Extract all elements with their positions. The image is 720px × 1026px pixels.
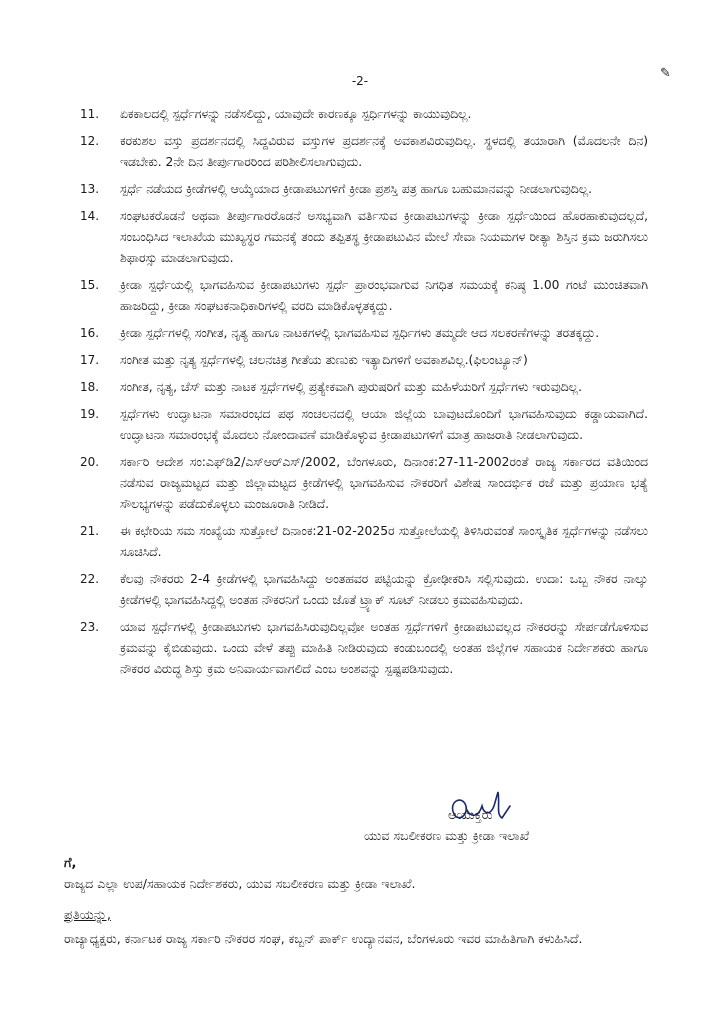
item-number: 19. — [80, 407, 100, 421]
list-item — [80, 521, 648, 563]
addressee-label: ಗೆ, — [64, 856, 77, 871]
list-item — [80, 452, 648, 515]
item-text: ಕ್ರೀಡಾ ಸ್ಪರ್ಧೆಯಲ್ಲಿ ಭಾಗವಹಿಸುವ ಕ್ರೀಡಾಪಟುಗಳು ಸ್ಪರ್ಧೆ ಪ್ರಾರಂಭವಾಗುವ ನಿಗಧಿತ ಸಮಯಕ್ಕೆ ಕನಿಷ್ಠ 1.00 ಗಂಟೆ ಮುಂಚಿತವಾಗಿ ಹಾಜರಿದ್ದು, ಕ್ರೀಡಾ ಸಂಘಟಕನಾಧಿಕಾರಿಗಳಲ್ಲಿ ವರದಿ ಮಾಡಿಕೊಳ್ಳತಕ್ಕದ್ದು. — [120, 278, 648, 313]
list-item — [80, 377, 648, 398]
item-text: ಸಂಗೀತ, ನೃತ್ಯ, ಚೆಸ್ ಮತ್ತು ನಾಟಕ ಸ್ಪರ್ಧೆಗಳಲ್ಲಿ ಪ್ರತ್ಯೇಕವಾಗಿ ಪುರುಷರಿಗೆ ಮತ್ತು ಮಹಿಳೆಯರಿಗೆ ಸ್ಪರ್ಧೆಗಳು ಇರುವುದಿಲ್ಲ. — [120, 380, 583, 394]
item-number: 20. — [80, 455, 100, 469]
corner-pen-mark-icon: ✎ — [660, 66, 671, 81]
item-number: 21. — [80, 524, 100, 538]
page-number: -2- — [351, 74, 369, 88]
conditions-list — [80, 104, 648, 686]
item-text: ಸಂಗೀತ ಮತ್ತು ನೃತ್ಯ ಸ್ಪರ್ಧೆಗಳಲ್ಲಿ ಚಲನಚಿತ್ರ ಗೀತೆಯ ತುಣುಕು ಇತ್ಯಾದಿಗಳಿಗೆ ಅವಕಾಶವಿಲ್ಲ.(ಫಿಲಂಟ್ಯೂನ್) — [120, 353, 528, 367]
list-item — [80, 569, 648, 611]
item-number: 15. — [80, 278, 100, 292]
item-number: 22. — [80, 572, 100, 586]
list-item — [80, 617, 648, 680]
item-text: ಸಂಘಟಕರೊಡನೆ ಅಥವಾ ತೀರ್ಪುಗಾರರೊಡನೆ ಅಸಭ್ಯವಾಗಿ ವರ್ತಿಸುವ ಕ್ರೀಡಾಪಟುಗಳನ್ನು ಕ್ರೀಡಾ ಸ್ಪರ್ಧೆಯಿಂದ ಹೊರಹಾಕುವುದಲ್ಲದೆ, ಸಂಬಂಧಿಸಿದ ಇಲಾಖೆಯ ಮುಖ್ಯಸ್ಥರ ಗಮನಕ್ಕೆ ತಂದು ತಪ್ಪಿತಸ್ಥ ಕ್ರೀಡಾಪಟುವಿನ ಮೇಲೆ ಸೇವಾ ನಿಯಮಗಳ ರೀತ್ಯಾ ಶಿಸ್ತಿನ ಕ್ರಮ ಜರುಗಿಸಲು ಶಿಫಾರಸ್ಸು ಮಾಡಲಾಗುವುದು. — [120, 209, 648, 265]
item-text: ಯಾವ ಸ್ಪರ್ಧೆಗಳಲ್ಲಿ ಕ್ರೀಡಾಪಟುಗಳು ಭಾಗವಹಿಸಿರುವುದಿಲ್ಲವೋ ಅಂತಹ ಸ್ಪರ್ಧೆಗಳಿಗೆ ಕ್ರೀಡಾಪಟುವಲ್ಲದ ನೌಕರರನ್ನು ಸೇರ್ಪಡೆಗೊಳಿಸುವ ಕ್ರಮವನ್ನು ಕೈಬಿಡುವುದು. ಒಂದು ವೇಳೆ ತಪ್ಪು ಮಾಹಿತಿ ನೀಡಿರುವುದು ಕಂಡುಬಂದಲ್ಲಿ ಅಂತಹ ಜಿಲ್ಲೆಗಳ ಸಹಾಯಕ ನಿರ್ದೇಶಕರು ಹಾಗೂ ನೌಕರರ ವಿರುದ್ಧ ಶಿಸ್ತು ಕ್ರಮ ಅನಿವಾರ್ಯವಾಗಲಿದೆ ಎಂಬ ಅಂಶವನ್ನು ಸ್ಪಷ್ಟಪಡಿಸುವುದು. — [120, 620, 648, 676]
item-number: 16. — [80, 326, 100, 340]
item-number: 11. — [80, 107, 100, 121]
list-item — [80, 179, 648, 200]
copy-to-text: ರಾಜ್ಯಾಧ್ಯಕ್ಷರು, ಕರ್ನಾಟಕ ರಾಜ್ಯ ಸರ್ಕಾರಿ ನೌಕರರ ಸಂಘ, ಕಬ್ಬನ್ ಪಾರ್ಕ್ ಉದ್ಯಾನವನ, ಬೆಂಗಳೂರು ಇವರ ಮಾಹಿತಿಗಾಗಿ ಕಳುಹಿಸಿದೆ. — [64, 931, 583, 946]
list-item — [80, 206, 648, 269]
list-item — [80, 104, 648, 125]
item-text: ಕೆಲವು ನೌಕರರು 2-4 ಕ್ರೀಡೆಗಳಲ್ಲಿ ಭಾಗವಹಿಸಿದ್ದು ಅಂತಹವರ ಪಟ್ಟಿಯನ್ನು ಕ್ರೋಢೀಕರಿಸಿ ಸಲ್ಲಿಸುವುದು. ಉದಾ: ಒಬ್ಬ ನೌಕರ ನಾಲ್ಕು ಕ್ರೀಡೆಗಳಲ್ಲಿ ಭಾಗವಹಿಸಿದ್ದಲ್ಲಿ ಅಂತಹ ನೌಕರನಿಗೆ ಒಂದು ಜೊತೆ ಟ್ರ್ಯಾಕ್ ಸೂಟ್ ನೀಡಲು ಕ್ರಮವಹಿಸುವುದು. — [120, 572, 648, 607]
item-number: 18. — [80, 380, 100, 394]
item-number: 17. — [80, 353, 100, 367]
item-text: ಕರಕುಶಲ ವಸ್ತು ಪ್ರದರ್ಶನದಲ್ಲಿ ಸಿದ್ದವಿರುವ ವಸ್ತುಗಳ ಪ್ರದರ್ಶನಕ್ಕೆ ಅವಕಾಶವಿರುವುದಿಲ್ಲ. ಸ್ಥಳದಲ್ಲಿ ತಯಾರಾಗಿ (ಮೊದಲನೇ ದಿನ) ಇಡಬೇಕು. 2ನೇ ದಿನ ತೀರ್ಪುಗಾರರಿಂದ ಪರಿಶೀಲಿಸಲಾಗುವುದು. — [120, 134, 648, 169]
list-item — [80, 275, 648, 317]
item-text: ಈ ಕಛೇರಿಯ ಸಮ ಸಂಖ್ಯೆಯ ಸುತ್ತೋಲೆ ದಿನಾಂಕ:21-02-2025ರ ಸುತ್ತೋಲೆಯಲ್ಲಿ ತಿಳಿಸಿರುವಂತೆ ಸಾಂಸ್ಕೃತಿಕ ಸ್ಪರ್ಧೆಗಳನ್ನು ನಡೆಸಲು ಸೂಚಿಸಿದೆ. — [120, 524, 649, 559]
item-text: ಏಕಕಾಲದಲ್ಲಿ ಸ್ಪರ್ಧೆಗಳನ್ನು ನಡೆಸಲಿದ್ದು, ಯಾವುದೇ ಕಾರಣಕ್ಕೂ ಸ್ಪರ್ಧಿಗಳನ್ನು ಕಾಯುವುದಿಲ್ಲ. — [120, 107, 472, 121]
signatory-department: ಯುವ ಸಬಲೀಕರಣ ಮತ್ತು ಕ್ರೀಡಾ ಇಲಾಖೆ — [364, 828, 530, 843]
list-item — [80, 404, 648, 446]
item-text: ಕ್ರೀಡಾ ಸ್ಪರ್ಧೆಗಳಲ್ಲಿ ಸಂಗೀತ, ನೃತ್ಯ ಹಾಗೂ ನಾಟಕಗಳಲ್ಲಿ ಭಾಗವಹಿಸುವ ಸ್ಪರ್ಧಿಗಳು ತಮ್ಮದೇ ಆದ ಸಲಕರಣೆಗಳನ್ನು ತರತಕ್ಕದ್ದು. — [120, 326, 600, 340]
item-text: ಸ್ಪರ್ಧೆ ನಡೆಯದ ಕ್ರೀಡೆಗಳಲ್ಲಿ ಆಯ್ಕೆಯಾದ ಕ್ರೀಡಾಪಟುಗಳಿಗೆ ಕ್ರೀಡಾ ಪ್ರಶಸ್ತಿ ಪತ್ರ ಹಾಗೂ ಬಹುಮಾನವನ್ನು ನೀಡಲಾಗುವುದಿಲ್ಲ. — [120, 182, 593, 196]
item-number: 14. — [80, 209, 100, 223]
list-item — [80, 323, 648, 344]
item-text: ಸ್ಪರ್ಧೆಗಳು ಉದ್ಘಾಟನಾ ಸಮಾರಂಭದ ಪಥ ಸಂಚಲನದಲ್ಲಿ ಆಯಾ ಜಿಲ್ಲೆಯ ಬಾವುಟದೊಂದಿಗೆ ಭಾಗವಹಿಸುವುದು ಕಡ್ಡಾಯವಾಗಿದೆ. ಉದ್ಘಾಟನಾ ಸಮಾರಂಭಕ್ಕೆ ಮೊದಲು ನೋಂದಾವಣೆ ಮಾಡಿಕೊಳ್ಳುವ ಕ್ರೀಡಾಪಟುಗಳಿಗೆ ಮಾತ್ರ ಹಾಜರಾತಿ ನೀಡಲಾಗುವುದು. — [120, 407, 648, 442]
list-item — [80, 131, 648, 173]
item-number: 13. — [80, 182, 100, 196]
list-item — [80, 350, 648, 371]
signatory-title: ಆಯುಕ್ತರು — [448, 808, 493, 823]
item-text: ಸರ್ಕಾರಿ ಆದೇಶ ಸಂ:ಎಫ್‌ಡಿ2/ಎಸ್‌ಆರ್‌ಎಸ್/2002, ಬೆಂಗಳೂರು, ದಿನಾಂಕ:27-11-2002ರಂತೆ ರಾಜ್ಯ ಸರ್ಕಾರದ ವತಿಯಿಂದ ನಡೆಸುವ ರಾಜ್ಯಮಟ್ಟದ ಮತ್ತು ಜಿಲ್ಲಾಮಟ್ಟದ ಕ್ರೀಡೆಗಳಲ್ಲಿ ಭಾಗವಹಿಸುವ ನೌಕರರಿಗೆ ವಿಶೇಷ ಸಾಂದರ್ಭಿಕ ರಜೆ ಮತ್ತು ಪ್ರಯಾಣ ಭತ್ಯೆ ಸೌಲಭ್ಯಗಳನ್ನು ಪಡೆದುಕೊಳ್ಳಲು ಮಂಜೂರಾತಿ ನೀಡಿದೆ. — [120, 455, 648, 511]
copy-to-label: ಪ್ರತಿಯನ್ನು, — [64, 908, 111, 923]
item-number: 12. — [80, 134, 100, 148]
addressee-text: ರಾಜ್ಯದ ಎಲ್ಲಾ ಉಪ/ಸಹಾಯಕ ನಿರ್ದೇಶಕರು, ಯುವ ಸಬಲೀಕರಣ ಮತ್ತು ಕ್ರೀಡಾ ಇಲಾಖೆ. — [64, 876, 416, 891]
item-number: 23. — [80, 620, 100, 634]
